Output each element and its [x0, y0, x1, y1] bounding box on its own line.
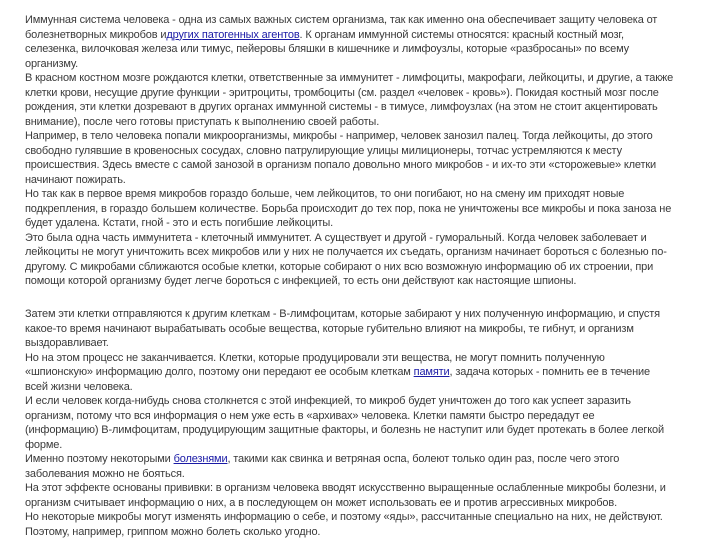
text-line — [25, 231, 715, 246]
text-segment: , задача которых - помнить ее в течение — [449, 366, 651, 378]
text-line — [25, 496, 715, 511]
inline-link[interactable]: болезнями — [173, 453, 228, 465]
text-segment: «шпионскую» информацию долго, поэтому они передают ее особым клеткам — [25, 366, 414, 378]
text-line — [25, 525, 715, 540]
text-line — [25, 28, 715, 43]
text-line — [25, 187, 715, 202]
text-segment: Но на этом процесс не заканчивается. Клетки, которые продуцировали эти вещества, не могут помнить полученную — [25, 351, 605, 364]
text-segment: Но так как в первое время микробов гораздо больше, чем лейкоцитов, то они погибают, но на смену им приходят новые — [25, 188, 625, 200]
text-segment: Но некоторые микробы могут изменять информацию о себе, и поэтому «яды», рассчитанные специально на них, не действуют. — [25, 511, 663, 523]
text-segment: Например, в тело человека попали микроорганизмы, микробы - например, человек занозил палец. Тогда лейкоциты, до этого — [25, 130, 653, 142]
text-line — [25, 274, 715, 289]
text-line — [25, 409, 715, 424]
text-line — [25, 100, 715, 115]
text-segment: (информацию) В-лимфоцитам, продуцирующим защитные факторы, и болезнь не наступит или будет протекать в более легкой — [25, 424, 665, 436]
text-segment: форме. — [25, 438, 63, 451]
text-line — [25, 423, 715, 438]
text-segment: клетки крови, несущие другие функции - эритроциты, тромбоциты (см. раздел «человек - кровь»). Покидая костный мозг после — [25, 86, 659, 99]
text-line — [25, 86, 715, 101]
text-line — [25, 307, 715, 322]
text-line — [25, 42, 715, 57]
text-line — [25, 115, 715, 130]
text-segment: выздоравливает. — [25, 337, 109, 349]
text-segment: рождения, эти клетки дозревают в других органах иммунной системы - в тимусе, лимфоузлах (на этом не стоит акцентировать — [25, 101, 658, 113]
text-line — [25, 452, 715, 467]
text-line — [25, 322, 715, 337]
text-segment: организм, потому что вся информация о нем уже есть в «архивах» человека. Клетки памяти быстро передадут ее — [25, 409, 595, 422]
text-line — [25, 438, 715, 453]
text-segment: , такими как свинка и ветряная оспа, болеют только один раз, после чего этого — [227, 453, 620, 465]
text-segment: внимание), после чего готовы приступать к выполнению своей работы. — [25, 115, 380, 128]
text-segment: лейкоциты не могут уничтожить всех микробов или у них не получается их съедать, организм начинает бороться с болезнью по- — [25, 246, 667, 258]
text-line — [25, 245, 715, 260]
text-line — [25, 336, 715, 351]
text-line — [25, 380, 715, 395]
text-line — [25, 144, 715, 159]
text-segment: заболевания можно не бояться. — [25, 467, 185, 480]
text-segment: селезенка, вилочковая железа или тимус, пейеровы бляшки в кишечнике и лимфоузлы, которые «разбросаны» по всему — [25, 43, 630, 55]
text-segment: другому. С микробами сближаются особые клетки, которые собирают о них всю возможную информацию об их строении, при — [25, 260, 654, 273]
text-segment: будет удалена. Кстати, гной - это и есть погибшие лейкоциты. — [25, 217, 334, 229]
text-line — [25, 467, 715, 482]
text-segment: свободно гулявшие в кровеносных сосудах, словно патрулирующие улицы милиционеры, тотчас устремляются к месту — [25, 144, 622, 157]
text-line — [25, 216, 715, 231]
text-line — [25, 510, 715, 525]
text-segment: всей жизни человека. — [25, 380, 133, 393]
text-line — [25, 129, 715, 144]
text-segment: Иммунная система человека - одна из самых важных систем организма, так как именно она обеспечивает защиту человека от — [25, 14, 658, 26]
text-segment: подкрепления, в гораздо большем количестве. Борьба происходит до тех пор, пока не уничтожены все микробы и пока заноза не — [25, 202, 672, 215]
text-segment: болезнетворных микробов и — [25, 28, 167, 41]
text-segment: Это была одна часть иммунитета - клеточный иммунитет. А существует и другой - гуморальный. Когда человек заболевает и — [25, 231, 647, 244]
text-segment: Именно поэтому некоторыми — [25, 453, 174, 465]
text-segment: какое-то время начинают вырабатывать особые вещества, которые губительно влияют на микробы, те гибнут, и организм — [25, 322, 634, 335]
text-block-1 — [25, 13, 715, 289]
text-segment: происшествия. Здесь вместе с самой занозой в организм попало довольно много микробов - и их-то эти «сторожевые» клетки — [25, 159, 657, 171]
inline-link[interactable]: памяти — [413, 366, 450, 378]
text-segment: помощи которой организму будет легче бороться с инфекцией, то есть они действуют как настоящие шпионы. — [25, 275, 577, 287]
text-segment: Затем эти клетки отправляются к другим клеткам - В-лимфоцитам, которые забирают у них полученную информацию, и спустя — [25, 308, 660, 320]
text-segment: . К органам иммунной системы относятся: красный костный мозг, — [299, 28, 624, 41]
text-line — [25, 13, 715, 28]
text-line — [25, 351, 715, 366]
text-line — [25, 202, 715, 217]
text-segment: начинают пожирать. — [25, 173, 126, 186]
text-line — [25, 173, 715, 188]
text-segment: На этот эффекте основаны прививки: в организм человека вводят искусственно выращенные ослабленные микробы болезни, и — [25, 482, 666, 494]
text-line — [25, 260, 715, 275]
text-segment: организм считывает информацию о них, а в последующем он может использовать ее и против агрессивных микробов. — [25, 496, 617, 509]
text-block-2 — [25, 307, 715, 539]
inline-link[interactable]: других патогенных агентов — [166, 28, 300, 41]
text-segment: В красном костном мозге рождаются клетки, ответственные за иммунитет - лимфоциты, макрофаги, лейкоциты, и другие, а также — [25, 72, 674, 84]
text-line — [25, 394, 715, 409]
text-line — [25, 57, 715, 72]
text-segment: Поэтому, например, гриппом можно болеть сколько угодно. — [25, 525, 321, 538]
text-segment: организму. — [25, 57, 79, 70]
text-line — [25, 71, 715, 86]
text-segment: И если человек когда-нибудь снова столкнется с этой инфекцией, то микроб будет уничтожен до того как успеет заразить — [25, 395, 631, 407]
text-line — [25, 481, 715, 496]
text-line — [25, 365, 715, 380]
text-line — [25, 158, 715, 173]
